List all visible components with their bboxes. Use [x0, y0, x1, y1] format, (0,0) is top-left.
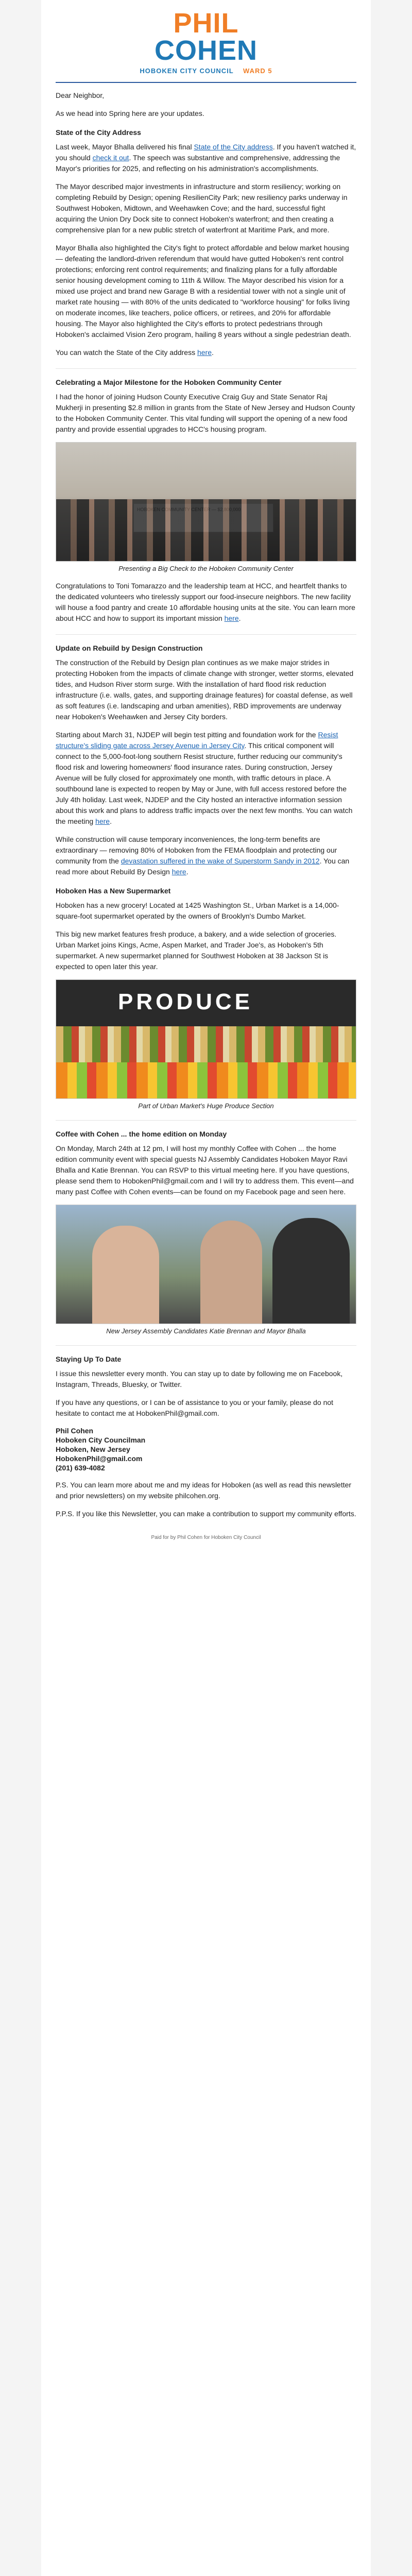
sig-location: Hoboken, New Jersey — [56, 1445, 130, 1453]
sig-phone: (201) 639-4082 — [56, 1464, 105, 1472]
s3-text-a: Starting about March 31, NJDEP will begin test pitting and foundation work for the — [56, 731, 318, 739]
s3-text-e: . You can read more about Rebuild By Design — [56, 857, 350, 876]
section-title-community-center: Celebrating a Major Milestone for the Hoboken Community Center — [56, 378, 282, 386]
photo-big-check — [56, 442, 356, 562]
logo-name-first: PHIL — [173, 8, 239, 39]
section-title-supermarket: Hoboken Has a New Supermarket — [56, 887, 171, 895]
sig-email[interactable]: HobokenPhil@gmail.com — [56, 1454, 143, 1463]
rebuild-link[interactable]: here — [171, 868, 186, 876]
section-divider — [56, 1120, 356, 1121]
photo-person-1 — [92, 1226, 159, 1324]
s4-paragraph-1: Hoboken has a new grocery! Located at 1425 Washington St., Urban Market is a 14,000-square-foot supermarket operated by the owners of Brooklyn's Dumbo Market. — [56, 901, 339, 920]
photo-group — [56, 499, 356, 561]
logo-name-last: COHEN — [154, 35, 258, 66]
s1-text-a: Last week, Mayor Bhalla delivered his final — [56, 143, 194, 151]
sandy-link[interactable]: devastation suffered in the wake of Superstorm Sandy in 2012 — [121, 857, 320, 865]
s6-paragraph-1: I issue this newsletter every month. You can stay up to date by following me on Facebook, Instagram, Threads, Bluesky, or Twitter. — [56, 1369, 343, 1388]
s1-text-c: . The speech was substantive and comprehensive, addressing the Mayor's priorities for 2025, and reflecting on his administration's accomplishments. — [56, 154, 340, 173]
newsletter-page — [41, 0, 371, 2576]
s3-paragraph-2 — [56, 730, 356, 827]
logo — [56, 0, 356, 79]
s3-text-c: . — [110, 817, 112, 825]
s3-text-f: . — [186, 868, 188, 876]
s3-paragraph-1: The construction of the Rebuild by Design plan continues as we make major strides in protecting Hoboken from the impacts of climate change with stronger, wetter storms, elevated tides, and Hudson River storm surge. With the installation of hard flood risk reduction infrastructure (i.e. walls, gates, and supporting drainage features) for coastal defense, as well as soft features (i.e. landscaping and urban amenities), RBD improvements are underway near Hoboken's Weehawken and Jersey City borders. — [56, 658, 354, 721]
photo-person-2 — [200, 1221, 262, 1324]
s1-paragraph-3: Mayor Bhalla also highlighted the City's fight to protect affordable and below market housing — defeating the landlord-driven referendum that would have gutted Hoboken's rent control protections; enforcing rent control requirements; and finalizing plans for a fully affordable senior housing development coming to 11th & Willow. The Mayor described his vision for a mixed use project and brand new Garage B with a residential tower with not a single unit of market rate housing — with 80% of the units dedicated to "workforce housing" for folks living on moderate incomes, like teachers, police officers, or retirees, and 20% for affordable housing. The Mayor also highlighted the City's efforts to protect pedestrians through Hoboken's acclaimed Vision Zero program, hailing 8 years without a single pedestrian death. — [56, 244, 351, 338]
s2-paragraph-1: I had the honor of joining Hudson County Executive Craig Guy and State Senator Raj Mukherji in presenting $2.8 million in grants from the State of New Jersey and Hudson County to the Hoboken Community Center. This vital funding will support the opening of a new food pantry and provide essential upgrades to HCC's housing program. — [56, 393, 355, 433]
logo-ward: WARD 5 — [243, 67, 272, 75]
s1-text-b: . If you haven't watched it, you should — [56, 143, 356, 162]
s2-text-a: Congratulations to Toni Tomarazzo and the leadership team at HCC, and heartfelt thanks to the dedicated volunteers who tirelessly support our food-insecure neighbors. The new facility will house a food pantry and create 10 affordable housing units at the site. You can learn more about HCC and how to support its important mission — [56, 582, 355, 622]
s5-paragraph-1: On Monday, March 24th at 12 pm, I will host my monthly Coffee with Cohen ... the home edition community event with special guests NJ Assembly Candidates Hoboken Mayor Ravi Bhalla and Katie Brennan. You can RSVP to this virtual meeting here. If you have questions, please send them to HobokenPhil@gmail.com and I will try to address them. This event—and many past Coffee with Cohen events—can be found on my Facebook page and seen here. — [56, 1144, 354, 1196]
watch-address-link[interactable]: here — [197, 348, 212, 357]
sig-title: Hoboken City Councilman — [56, 1436, 146, 1444]
produce-fruit — [56, 1062, 356, 1098]
s3-text-b: . This critical component will connect to the 5,000-foot-long southern Resist structure, further reducing our community's flood risk and lowering homeowners' flood insurance rates. During construction, Jersey Avenue will be fully closed for approximately one month, with traffic detours in place. A southbound lane is expected to reopen by May or June, with full access restored before the July 4th holiday. Last week, NJDEP and the City hosted an interactive information session about this work and plans to address traffic impacts over the next few months. You can watch the meeting — [56, 741, 353, 825]
postscript: P.S. You can learn more about me and my ideas for Hoboken (as well as read this newsletter and prior newsletters) on my website philcohen.org. — [56, 1481, 352, 1500]
post-postscript: P.P.S. If you like this Newsletter, you can make a contribution to support my community efforts. — [56, 1510, 356, 1518]
photo-caption-candidates: New Jersey Assembly Candidates Katie Brennan and Mayor Bhalla — [106, 1327, 306, 1335]
hcc-support-link[interactable]: here — [224, 614, 239, 622]
s3-text-d: While construction will cause temporary inconveniences, the long-term benefits are extraordinary — removing 80% of Hoboken from the FEMA floodplain and protecting our community from the — [56, 835, 337, 865]
section-title-state-of-city: State of the City Address — [56, 128, 141, 137]
s1-paragraph-1 — [56, 142, 356, 174]
header-divider — [56, 82, 356, 83]
greeting: Dear Neighbor, — [56, 91, 105, 99]
s1-paragraph-4 — [56, 347, 356, 358]
s1-paragraph-2: The Mayor described major investments in infrastructure and storm resiliency; working on completing Rebuild by Design; opening ResilienCity Park; new resiliency parks underway in Southwest Hoboken, Midtown, and Weehawken Cove; and the hard, successful fight acquiring the Union Dry Dock site to connect Hoboken's waterfront; and then creating a comprehensive plan for a new public stretch of waterfront at Maritime Park, and more. — [56, 182, 348, 234]
photo-produce — [56, 979, 356, 1099]
signature — [56, 1426, 356, 1472]
s1-watch-end: . — [212, 348, 214, 357]
photo-caption-produce: Part of Urban Market's Huge Produce Section — [138, 1102, 274, 1110]
s3-paragraph-3 — [56, 834, 356, 877]
produce-shelves — [56, 1026, 356, 1067]
section-title-coffee: Coffee with Cohen ... the home edition on Monday — [56, 1130, 227, 1138]
section-divider — [56, 1345, 356, 1346]
sig-name: Phil Cohen — [56, 1427, 94, 1435]
s6-paragraph-2: If you have any questions, or I can be of assistance to you or your family, please do not hesitate to contact me at HobokenPhil@gmail.com. — [56, 1398, 334, 1417]
section-divider — [56, 634, 356, 635]
photo-caption-check: Presenting a Big Check to the Hoboken Community Center — [118, 565, 294, 572]
photo-person-3 — [272, 1218, 350, 1324]
sliding-gate-link[interactable]: Resist structure's sliding gate across Jersey Avenue in Jersey City — [56, 731, 338, 750]
section-divider — [56, 368, 356, 369]
section-title-rebuild: Update on Rebuild by Design Construction — [56, 644, 203, 652]
photo-candidates — [56, 1205, 356, 1324]
s1-watch-text: You can watch the State of the City address — [56, 348, 197, 357]
logo-subtitle — [56, 67, 356, 75]
section-title-stay-updated: Staying Up To Date — [56, 1355, 122, 1363]
state-of-city-link[interactable]: State of the City address — [194, 143, 273, 151]
s4-paragraph-2: This big new market features fresh produce, a bakery, and a wide selection of groceries. Urban Market joins Kings, Acme, Aspen Market, and Trader Joe's, as Hoboken's 5th supermarket. A new supermarket planned for Southwest Hoboken at 38 Jackson St is expected to open later this year. — [56, 930, 337, 971]
s2-paragraph-2 — [56, 581, 356, 624]
footer-disclaimer: Paid for by Phil Cohen for Hoboken City Council — [151, 1535, 261, 1540]
produce-sign: PRODUCE — [118, 989, 253, 1014]
check-it-out-link[interactable]: check it out — [92, 154, 129, 162]
intro-line: As we head into Spring here are your updates. — [56, 109, 204, 117]
s2-text-b: . — [238, 614, 241, 622]
logo-org: HOBOKEN CITY COUNCIL — [140, 67, 234, 75]
meeting-link[interactable]: here — [95, 817, 110, 825]
